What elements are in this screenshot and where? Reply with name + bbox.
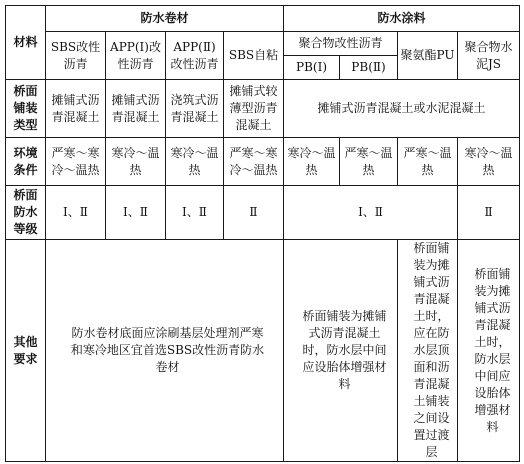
material-header: 材料 — [6, 6, 46, 80]
other-membrane: 防水卷材底面应涂刷基层处理剂严寒和寒冷地区宜首选SBS改性沥青防水卷材 — [46, 240, 284, 462]
env-js: 寒冷～温热 — [458, 138, 520, 186]
grade-js: Ⅱ — [458, 186, 520, 240]
env-pb2: 严寒～温热 — [340, 138, 398, 186]
other-js: 桥面铺装为摊铺式沥青混凝土时，防水层中间应设胎体增强材料 — [458, 240, 520, 462]
row-label-other: 其他要求 — [6, 240, 46, 462]
col-pu: 聚氨酯PU — [398, 32, 458, 80]
env-sbs-self: 严寒～寒冷～温热 — [224, 138, 284, 186]
col-js: 聚合物水泥JS — [458, 32, 520, 80]
paving-sbs-self: 摊铺式较薄型沥青混凝土 — [224, 80, 284, 138]
grade-polymer-pu: Ⅰ、Ⅱ — [284, 186, 458, 240]
env-app1: 寒冷～温热 — [106, 138, 166, 186]
waterproofing-spec-table — [5, 5, 520, 462]
col-app2: APP(Ⅱ)改性沥青 — [166, 32, 224, 80]
other-pu: 桥面铺装为摊铺式沥青混凝土时，应在防水层顶面和沥青混凝土铺装之间设置过渡层 — [398, 240, 458, 462]
row-label-grade: 桥面防水等级 — [6, 186, 46, 240]
env-sbs: 严寒～寒冷～温热 — [46, 138, 106, 186]
env-pb1: 寒冷～温热 — [284, 138, 340, 186]
coating-group-header: 防水涂料 — [284, 6, 520, 32]
col-pb1: PB(Ⅰ) — [284, 56, 340, 80]
grade-sbs: Ⅰ、Ⅱ — [46, 186, 106, 240]
row-label-environment: 环境条件 — [6, 138, 46, 186]
col-app1: APP(Ⅰ)改性沥青 — [106, 32, 166, 80]
membrane-group-header: 防水卷材 — [46, 6, 284, 32]
grade-app2: Ⅰ、Ⅱ — [166, 186, 224, 240]
col-sbs: SBS改性沥青 — [46, 32, 106, 80]
paving-app2: 浇筑式沥青混凝土 — [166, 80, 224, 138]
col-sbs-self: SBS自粘 — [224, 32, 284, 80]
paving-coating: 摊铺式沥青混凝土或水泥混凝土 — [284, 80, 520, 138]
grade-sbs-self: Ⅱ — [224, 186, 284, 240]
paving-app1: 摊铺式沥青混凝土 — [106, 80, 166, 138]
col-polymer-group: 聚合物改性沥青 — [284, 32, 398, 56]
col-pb2: PB(Ⅱ) — [340, 56, 398, 80]
other-polymer: 桥面铺装为摊铺式沥青混凝土时，防水层中间应设胎体增强材料 — [284, 240, 398, 462]
grade-app1: Ⅰ、Ⅱ — [106, 186, 166, 240]
env-pu: 严寒～温热 — [398, 138, 458, 186]
row-label-paving: 桥面铺装类型 — [6, 80, 46, 138]
paving-sbs: 摊铺式沥青混凝土 — [46, 80, 106, 138]
env-app2: 寒冷～温热 — [166, 138, 224, 186]
